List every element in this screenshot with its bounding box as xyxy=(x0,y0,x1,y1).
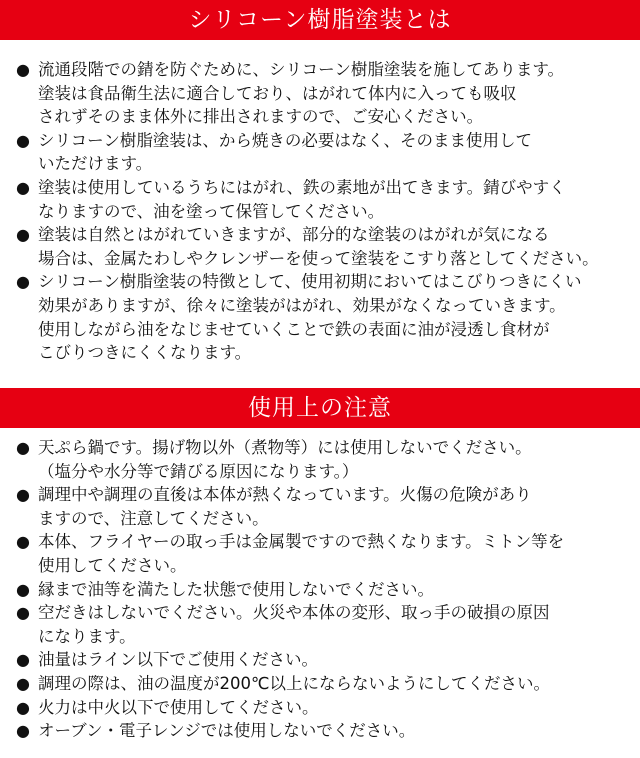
item-text-line: 場合は、金属たわしやクレンザーを使って塗装をこすり落としてください。 xyxy=(38,248,599,268)
bullet-icon: ● xyxy=(16,272,30,292)
list-item xyxy=(0,530,640,577)
bullet-icon: ● xyxy=(16,225,30,245)
item-text-line: 火力は中火以下で使用してください。 xyxy=(38,697,319,717)
bullet-icon: ● xyxy=(16,721,30,741)
list-item xyxy=(0,58,640,129)
bullet-icon: ● xyxy=(16,603,30,623)
bullet-icon: ● xyxy=(16,697,30,717)
item-text-line: になります。 xyxy=(38,626,136,646)
item-text-line: 塗装は自然とはがれていきますが、部分的な塗装のはがれが気になる xyxy=(38,225,550,245)
item-text-line: 流通段階での錆を防ぐために、シリコーン樹脂塗装を施してあります。 xyxy=(38,60,565,79)
bullet-icon: ● xyxy=(16,438,30,457)
item-text-line: 調理中や調理の直後は本体が熱くなっています。火傷の危険があり xyxy=(38,485,532,505)
list-item xyxy=(0,129,640,176)
item-text-line: こびりつきにくくなります。 xyxy=(38,343,252,363)
bullet-icon: ● xyxy=(16,650,30,670)
item-text-line: 空だきはしないでください。火災や本体の変形、取っ手の破損の原因 xyxy=(38,603,550,623)
bullet-icon: ● xyxy=(16,673,30,693)
list-item xyxy=(0,483,640,530)
item-text-line: 油量はライン以下でご使用ください。 xyxy=(38,650,319,670)
item-text-line: 天ぷら鍋です。揚げ物以外（煮物等）には使用しないでください。 xyxy=(38,438,532,457)
list-item xyxy=(0,601,640,648)
item-text-line: 使用してください。 xyxy=(38,555,187,575)
list-item xyxy=(0,270,640,364)
section-title-usage-precautions: 使用上の注意 xyxy=(0,388,640,428)
silicone-coating-list xyxy=(0,58,640,365)
bullet-icon: ● xyxy=(16,532,30,552)
list-item xyxy=(0,719,640,743)
list-item xyxy=(0,578,640,602)
bullet-icon: ● xyxy=(16,485,30,505)
list-item xyxy=(0,223,640,270)
item-text-line: 使用しながら油をなじませていくことで鉄の表面に油が浸透し食材が xyxy=(38,319,550,339)
item-text-line: 塗装は食品衛生法に適合しており、はがれて体内に入っても吸収 xyxy=(38,83,517,103)
item-text-line: シリコーン樹脂塗装は、から焼きの必要はなく、そのまま使用して xyxy=(38,130,533,150)
item-text-line: オーブン・電子レンジでは使用しないでください。 xyxy=(38,721,416,741)
item-text-line: 縁まで油等を満たした状態で使用しないでください。 xyxy=(38,579,434,599)
list-item xyxy=(0,436,640,483)
item-text-line: なりますので、油を塗って保管してください。 xyxy=(38,201,385,221)
list-item xyxy=(0,696,640,720)
usage-precautions-list xyxy=(0,436,640,743)
item-text-line: 調理の際は、油の温度が200℃以上にならないようにしてください。 xyxy=(38,673,551,693)
item-text-line: 塗装は使用しているうちにはがれ、鉄の素地が出てきます。錆びやすく xyxy=(38,177,566,197)
list-item xyxy=(0,176,640,223)
list-item xyxy=(0,648,640,672)
item-text-line: されずそのまま体外に排出されますので、ご安心ください。 xyxy=(38,107,484,127)
section-title-silicone-coating: シリコーン樹脂塗装とは xyxy=(0,0,640,40)
item-text-line: ますので、注意してください。 xyxy=(38,508,269,528)
item-text-line: シリコーン樹脂塗装の特徴として、使用初期においてはこびりつきにくい xyxy=(38,272,582,292)
bullet-icon: ● xyxy=(16,60,30,79)
bullet-icon: ● xyxy=(16,177,30,197)
bullet-icon: ● xyxy=(16,130,30,150)
bullet-icon: ● xyxy=(16,579,30,599)
list-item xyxy=(0,672,640,696)
item-text-line: 効果がありますが、徐々に塗装がはがれ、効果がなくなっていきます。 xyxy=(38,295,566,315)
item-text-line: いただけます。 xyxy=(38,154,153,174)
item-text-line: （塩分や水分等で錆びる原因になります。） xyxy=(38,461,359,481)
item-text-line: 本体、フライヤーの取っ手は金属製ですので熱くなります。ミトン等を xyxy=(38,532,565,552)
